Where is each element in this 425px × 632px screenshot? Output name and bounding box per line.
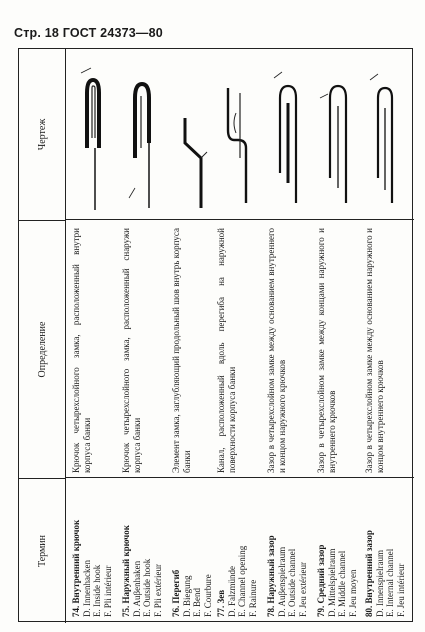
terms-table	[18, 48, 413, 622]
column-divider	[65, 219, 414, 220]
seam-drawing	[121, 53, 163, 218]
seam-drawing	[171, 53, 213, 218]
term-de: D. Auβenspielraum	[276, 546, 287, 617]
seam-drawing	[216, 53, 258, 218]
term-cell	[171, 480, 213, 617]
term-en: E. Channel opening	[237, 545, 247, 617]
term-en: E. Bend	[192, 588, 202, 617]
seam-drawing	[364, 53, 406, 218]
table-header-row	[19, 49, 66, 623]
term-number: 76.	[171, 605, 181, 617]
seam-drawing	[316, 53, 358, 218]
term-number: 77.	[216, 605, 226, 617]
term-ru: Перегиб	[171, 569, 181, 604]
term-ru: Внутренний крючок	[71, 519, 81, 604]
column-header-terms: Термин	[19, 478, 65, 623]
term-fr: F. Jeu intérieur	[395, 563, 406, 617]
rotated-table-content	[19, 49, 414, 623]
term-en: E. Inside hook	[92, 564, 102, 617]
term-ru: Наружный зазор	[266, 535, 276, 604]
term-cell	[121, 480, 163, 617]
term-cell	[266, 480, 308, 617]
term-number: 79.	[316, 605, 326, 617]
term-cell	[316, 480, 358, 617]
term-fr: F. Courbure	[202, 574, 213, 617]
seam-drawing	[71, 53, 113, 218]
term-cell	[364, 480, 406, 617]
term-en: E. Outside channel	[287, 548, 297, 617]
column-divider	[65, 477, 414, 478]
term-fr: F. Jeu extérieur	[297, 561, 308, 617]
term-de: D. Biegung	[181, 575, 192, 617]
term-ru: Внутренний зазор	[364, 530, 374, 604]
definition-cell: Крючок четырехслойного замка, расположенный снаружи корпуса банки	[121, 228, 142, 473]
term-cell	[216, 480, 258, 617]
term-ru: Средний зазор	[316, 544, 326, 604]
definition-cell: Зазор в четырехслойном замке между концами наружного и внутреннего крючков	[316, 228, 337, 473]
definition-cell: Зазор в четырехслойном замке между основанием наружного и концом внутреннего крючков	[364, 228, 385, 473]
term-fr: F. Jeu moyen	[347, 569, 358, 617]
page-header: Стр. 18 ГОСТ 24373—80	[14, 26, 163, 40]
term-ru: Зев	[216, 589, 226, 604]
term-de: D. Auβenhaken	[131, 560, 142, 617]
term-number: 80.	[364, 605, 374, 617]
term-number: 75.	[121, 605, 131, 617]
term-en: E. Outside hook	[142, 558, 152, 617]
term-en: E. Middle channel	[337, 550, 347, 617]
term-de: D. Mittelspielraum	[326, 548, 337, 617]
term-de: D. Innenhacken	[81, 560, 92, 617]
term-en: E. Internal channel	[385, 548, 395, 617]
term-number: 78.	[266, 605, 276, 617]
definition-cell: Элемент замка, заглубляющий продольный шов внутрь корпуса банки	[171, 228, 192, 473]
column-header-drawing: Чертеж	[36, 118, 48, 151]
term-cell	[71, 480, 113, 617]
definition-cell: Канал, расположенный вдоль перегиба на наружной поверхности корпуса банки	[216, 228, 237, 473]
term-fr: F. Pli intérieur	[102, 565, 113, 617]
term-number: 74.	[71, 605, 81, 617]
term-ru: Наружный крючок	[121, 525, 131, 604]
definition-cell: Зазор в четырехслойном замке между основанием внутреннего и концом наружного крючков	[266, 228, 287, 473]
column-header-definition: Определение	[19, 220, 65, 478]
term-de: D. Innenspielraum	[374, 550, 385, 617]
definition-cell: Крючок четырехслойного замка, расположенный внутри корпуса банки	[71, 228, 92, 473]
term-fr: F. Rainure	[247, 579, 258, 617]
seam-drawing	[266, 53, 308, 218]
term-fr: F. Pli extérieur	[152, 563, 163, 617]
term-de: D. Falzmünde	[226, 566, 237, 617]
